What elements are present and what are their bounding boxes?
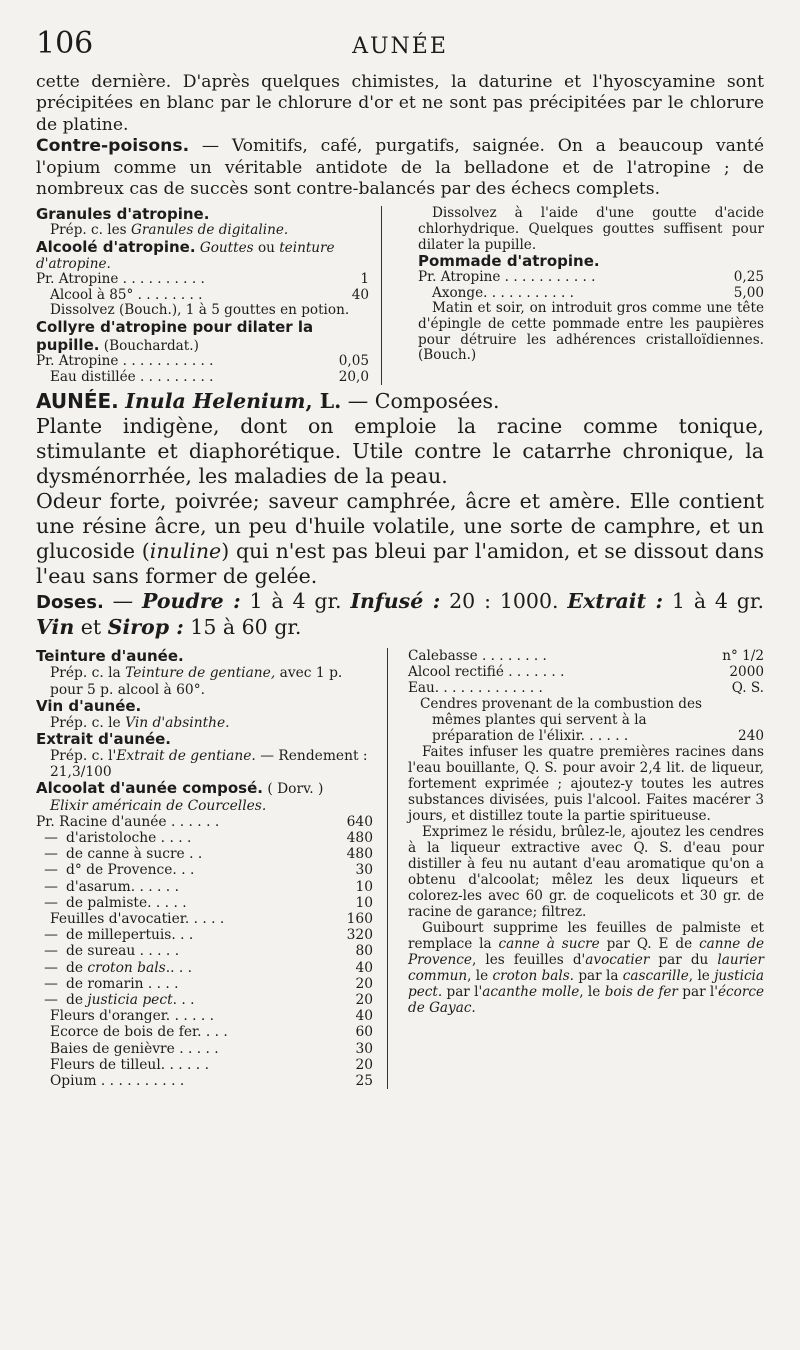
ingredient-label: Opium . . . . . . . . . . xyxy=(50,1073,185,1090)
ingredient-value: 480 xyxy=(346,846,373,863)
n: avocatier xyxy=(585,952,650,969)
rx-name: Eau. . . . . . . . . . . . . xyxy=(408,680,543,697)
ingredient-label: d'asarum. . . . . . xyxy=(66,878,179,895)
aunee-p1: Plante indigène, dont on emploie la racine comme tonique, stimulante et diaphorétique. Utile contre le catarrhe chronique, la dysménorrhée, les maladies de la peau. xyxy=(36,414,764,489)
ditto-dash: — xyxy=(44,943,58,960)
ingredient-name xyxy=(36,943,179,959)
vin-b: Vin d'absinthe. xyxy=(125,714,230,731)
n: écorce de Gayac. xyxy=(408,984,765,1017)
doses-a: — xyxy=(103,589,142,614)
ingredient-label: de millepertuis. . . xyxy=(66,927,194,944)
rx-line xyxy=(36,272,369,288)
elixir-ingredient-row xyxy=(36,1008,373,1024)
ingredient-name xyxy=(36,992,195,1008)
aunee-family: — Composées. xyxy=(341,389,500,414)
n: , le xyxy=(688,968,715,985)
doses-sirop: Sirop : xyxy=(107,615,184,640)
rx-name: Alcool à 85° . . . . . . . . xyxy=(50,286,203,303)
vin-prep xyxy=(36,715,373,731)
ditto-dash: — xyxy=(44,830,58,846)
doses-f: 15 à 60 gr. xyxy=(183,615,302,640)
ingredient-value: 20 xyxy=(355,992,373,1009)
ditto-dash: — xyxy=(44,959,58,976)
ditto-dash: — xyxy=(44,927,58,944)
ingredient-label: de canne à sucre . . xyxy=(66,846,203,863)
aunee-p2c: ) qui n'est pas bleui par l'amidon, et se dissout dans l'eau sans former de gelée. xyxy=(36,539,764,589)
extrait-b: Extrait de gentiane. xyxy=(116,747,256,764)
ingredient-label: Fleurs de tilleul. . . . . . xyxy=(50,1056,209,1073)
contre-poisons-paragraph xyxy=(36,136,764,200)
recipes-section-1 xyxy=(36,206,764,385)
page-number: 106 xyxy=(36,26,94,61)
ingredient-label: d'aristoloche . . . . xyxy=(66,830,192,846)
elixir-ingredients xyxy=(36,814,373,1089)
distillation-instructions: Exprimez le résidu, brûlez-le, ajoutez les cendres à la liqueur extractive avec Q. S. d'eau pour distiller à feu nu autant d'eau aromatique qu'on a obtenu d'alcoolat; mêlez les deux liqueurs et colorez-les avec 60 gr. de coquelicots et 30 gr. de racine de garance; filtrez. xyxy=(408,824,764,921)
ingredient-name xyxy=(36,976,179,992)
ingredient-label: Ecorce de bois de fer. . . . xyxy=(50,1024,228,1041)
right-column-1 xyxy=(414,206,764,385)
aunee-p2b: inuline xyxy=(149,539,222,564)
rx-line xyxy=(36,354,369,370)
elixir-ingredient-row xyxy=(36,830,373,846)
n: par l' xyxy=(442,984,483,1001)
ingredient-name xyxy=(36,1024,228,1040)
alcoolat-source: ( Dorv. ) xyxy=(262,781,324,798)
granules-prep xyxy=(36,223,369,239)
contre-poisons-label: Contre-poisons. xyxy=(36,136,190,157)
rx-value: 0,25 xyxy=(733,269,764,286)
elixir-ingredient-row xyxy=(36,846,373,862)
cendres-value: 240 xyxy=(738,728,764,745)
ingredient-name xyxy=(36,1073,184,1089)
ingredient-after: . . . xyxy=(172,992,195,1009)
teinture-c: avec 1 p. pour 5 p. alcool à 60°. xyxy=(50,665,343,698)
rx-line xyxy=(418,270,764,286)
ingredient-name xyxy=(36,927,193,943)
alcoole-sub-a: Gouttes xyxy=(195,240,254,257)
elixir-ingredient-row xyxy=(36,814,373,830)
collyre-title: Collyre d'atropine pour dilater la pupille. xyxy=(36,318,314,354)
n: par Q. E de xyxy=(599,936,700,953)
doses-infuse: Infusé : xyxy=(350,589,441,614)
doses-extrait: Extrait : xyxy=(567,589,664,614)
rx-name: Pr. Atropine . . . . . . . . . . . xyxy=(36,353,214,370)
rx-value: 2000 xyxy=(729,664,764,681)
rx-line xyxy=(36,288,369,304)
left-column-1 xyxy=(36,206,382,385)
aunee-latin: Inula Helenium xyxy=(125,389,306,414)
ingredient-italic: croton bals xyxy=(87,959,166,976)
rx-value: n° 1/2 xyxy=(722,648,764,665)
aunee-author: , L. xyxy=(305,389,342,414)
collyre-heading xyxy=(36,319,369,354)
n: bois de fer xyxy=(604,984,678,1001)
ingredient-label: de romarin . . . . xyxy=(66,975,179,992)
collyre-source: (Bouchardat.) xyxy=(99,337,199,354)
aunee-description xyxy=(36,414,764,489)
elixir-ingredient-row xyxy=(36,960,373,976)
teinture-title: Teinture d'aunée. xyxy=(36,647,184,666)
rx-line xyxy=(408,664,764,680)
ingredient-name xyxy=(36,911,224,927)
ingredient-value: 640 xyxy=(346,813,373,830)
ingredient-value: 30 xyxy=(355,1040,373,1057)
n: canne à sucre xyxy=(498,936,600,953)
ingredient-value: 40 xyxy=(355,1008,373,1025)
pommade-title: Pommade d'atropine. xyxy=(418,252,600,271)
ingredient-label: de sureau . . . . . xyxy=(66,943,180,960)
ditto-dash: — xyxy=(44,992,58,1009)
ingredient-label: d° de Provence. . . xyxy=(66,862,195,879)
rx-name: Eau distillée . . . . . . . . . xyxy=(50,368,214,385)
elixir-ingredient-row xyxy=(36,1073,373,1089)
guibourt-note xyxy=(408,920,764,1016)
rx-name: Pr. Atropine . . . . . . . . . . xyxy=(36,271,205,288)
recipes-section-2 xyxy=(36,648,764,1089)
ingredient-name xyxy=(36,830,191,846)
alcoolat-heading xyxy=(36,780,373,797)
ingredient-name xyxy=(36,1008,214,1024)
elixir-ingredient-row xyxy=(36,879,373,895)
rx-name: Axonge. . . . . . . . . . . xyxy=(432,284,574,301)
elixir-ingredient-row xyxy=(36,943,373,959)
ingredient-italic: justicia pect xyxy=(87,992,173,1009)
ingredient-label: Racine d'aunée . . . . . . xyxy=(59,813,220,830)
rx-name: Pr. Atropine . . . . . . . . . . . xyxy=(418,269,596,286)
extrait-title: Extrait d'aunée. xyxy=(36,729,171,748)
rx-value: Q. S. xyxy=(731,680,764,697)
alcoole-heading xyxy=(36,239,369,272)
ingredient-name xyxy=(36,960,192,976)
ingredient-label: de xyxy=(66,992,88,1009)
rx-name: Calebasse . . . . . . . . xyxy=(408,648,547,665)
granules-prep-text: Prép. c. les xyxy=(50,222,131,239)
rx-lead: Pr. xyxy=(36,813,60,830)
ingredient-value: 40 xyxy=(355,959,373,976)
vin-a: Prép. c. le xyxy=(50,714,126,731)
ditto-dash: — xyxy=(44,878,58,895)
doses-d: 1 à 4 gr. xyxy=(663,589,764,614)
ingredient-name xyxy=(36,1057,209,1073)
doses-poudre: Poudre : xyxy=(142,589,241,614)
elixir-ingredient-row xyxy=(36,992,373,1008)
doses-e: et xyxy=(74,615,108,640)
ingredient-value: 160 xyxy=(346,911,373,928)
ingredient-value: 10 xyxy=(355,878,373,895)
aunee-p2a: Odeur forte, poivrée; saveur camphrée, âcre et amère. Elle contient une résine âcre, un peu d'huile volatile, une sorte de camphre, et un glucoside ( xyxy=(36,489,764,564)
intro-paragraph xyxy=(36,72,764,136)
vin-title: Vin d'aunée. xyxy=(36,696,142,715)
n: croton bals. xyxy=(492,968,574,985)
running-head: AUNÉE xyxy=(352,34,448,59)
intro-text: cette dernière. D'après quelques chimistes, la daturine et l'hyoscyamine sont précipitées en blanc par le chlorure d'or et ne sont pas précipitées par le chlorure de platine. xyxy=(36,72,764,135)
n: canne de Provence xyxy=(408,936,765,969)
extrait-a: Prép. c. l' xyxy=(50,747,117,764)
ditto-dash: — xyxy=(44,894,58,911)
ingredient-value: 60 xyxy=(355,1024,373,1041)
ingredient-value: 320 xyxy=(346,927,373,944)
elixir-ingredient-row xyxy=(36,1041,373,1057)
ingredient-name xyxy=(36,846,202,862)
cendres-line xyxy=(408,696,764,744)
rx-value: 20,0 xyxy=(338,368,369,385)
ingredient-value: 10 xyxy=(355,894,373,911)
ingredient-label: Baies de genièvre . . . . . xyxy=(50,1040,219,1057)
elixir-ingredient-row xyxy=(36,895,373,911)
ingredient-name xyxy=(36,879,179,895)
cendres-text: Cendres provenant de la combustion des mêmes plantes qui servent à la préparation de l'élixir. . . . . . xyxy=(420,696,703,745)
page-header xyxy=(36,22,764,72)
n: acanthe molle xyxy=(482,984,580,1001)
alcoole-title: Alcoolé d'atropine. xyxy=(36,238,196,257)
doses-c: 20 : 1000. xyxy=(440,589,568,614)
left-column-2 xyxy=(36,648,388,1089)
rx-value: 1 xyxy=(360,271,369,288)
n: Guibourt supprime les feuilles de palmiste et remplace la xyxy=(408,920,764,953)
n: par du xyxy=(649,952,718,969)
elixir-ingredient-row xyxy=(36,1057,373,1073)
rx-line xyxy=(408,680,764,696)
ingredient-label: de xyxy=(66,959,88,976)
page xyxy=(36,22,764,1089)
elixir-ingredient-row xyxy=(36,1024,373,1040)
rx-line xyxy=(418,286,764,302)
matin-text: Matin et soir, on introduit gros comme une tête d'épingle de cette pommade entre les paupières pour détruire les adhérences cristalloïdiennes. (Bouch.) xyxy=(418,300,764,364)
right-column-2 xyxy=(408,648,764,1089)
elixir-name: Elixir américain de Courcelles. xyxy=(50,797,267,814)
ingredient-name xyxy=(36,895,187,911)
ingredient-after: .. . . xyxy=(165,959,193,976)
n: , les feuilles d' xyxy=(471,952,586,969)
n: , le xyxy=(579,984,605,1001)
rx-line xyxy=(36,370,369,386)
ingredient-value: 480 xyxy=(346,830,373,846)
ingredient-value: 20 xyxy=(355,975,373,992)
ditto-dash: — xyxy=(44,846,58,863)
teinture-a: Prép. c. la xyxy=(50,665,126,682)
rx-value: 0,05 xyxy=(338,353,369,370)
ingredient-value: 20 xyxy=(355,1056,373,1073)
doses-vin: Vin xyxy=(36,615,75,640)
granules-title: Granules d'atropine. xyxy=(36,205,210,224)
ingredient-value: 25 xyxy=(355,1073,373,1090)
n: par l' xyxy=(677,984,719,1001)
rx-line xyxy=(408,648,764,664)
ditto-dash: — xyxy=(44,862,58,879)
ingredient-value: 30 xyxy=(355,862,373,879)
teinture-prep xyxy=(36,665,373,697)
elixir-ingredient-row xyxy=(36,976,373,992)
rx-name: Alcool rectifié . . . . . . . xyxy=(408,664,565,681)
n: par la xyxy=(574,968,623,985)
ditto-dash: — xyxy=(44,975,58,992)
aunee-properties xyxy=(36,489,764,589)
extrait-c: — Rendement : 21,3/100 xyxy=(50,747,368,781)
elixir-ingredient-row xyxy=(36,911,373,927)
rx-value: 5,00 xyxy=(733,284,764,301)
n: , le xyxy=(467,968,493,985)
granules-prep-ref: Granules de digitaline. xyxy=(130,222,289,239)
dissolvez-text: Dissolvez (Bouch.), 1 à 5 gouttes en potion. xyxy=(50,302,350,319)
rx-value: 40 xyxy=(351,286,369,303)
doses-label: Doses. xyxy=(36,592,104,614)
ingredient-name xyxy=(36,862,194,878)
ingredient-label: de palmiste. . . . . xyxy=(66,894,187,911)
elixir-ingredient-row xyxy=(36,927,373,943)
n: laurier commun xyxy=(408,952,764,985)
ingredient-label: Fleurs d'oranger. . . . . . xyxy=(50,1008,215,1025)
aunee-doses xyxy=(36,589,764,640)
alcoole-sub-c: teinture d'atropine. xyxy=(36,240,335,272)
alcoole-sub-b: ou xyxy=(253,240,280,257)
n: cascarille xyxy=(622,968,689,985)
ingredient-name xyxy=(36,814,219,830)
infusion-instructions: Faites infuser les quatre premières racines dans l'eau bouillante, Q. S. pour avoir 2,4 lit. de liqueur, fortement exprimée ; ajoutez-y toutes les autres substances divisées, puis l'alcool. Faites macérer 3 jours, et distillez toute la partie spiritueuse. xyxy=(408,744,764,825)
ingredient-value: 80 xyxy=(355,943,373,960)
n: justicia pect. xyxy=(408,968,765,1001)
ingredient-label: Feuilles d'avocatier. . . . . xyxy=(50,911,225,928)
ingredient-name xyxy=(36,1041,219,1057)
extrait-prep xyxy=(36,748,373,780)
aunee-heading xyxy=(36,389,764,414)
doses-b: 1 à 4 gr. xyxy=(240,589,351,614)
contre-poisons-text: — Vomitifs, café, purgatifs, saignée. On a beaucoup vanté l'opium comme un véritable antidote de la belladone et de l'atropine ; de nombreux cas de succès sont contre-balancés par des échecs complets. xyxy=(36,136,764,200)
dissolvez-acide-text: Dissolvez à l'aide d'une goutte d'acide chlorhydrique. Quelques gouttes suffisent pour dilater la pupille. xyxy=(418,205,764,253)
teinture-b: Teinture de gentiane, xyxy=(125,665,276,682)
elixir-ingredient-row xyxy=(36,862,373,878)
alcoolat-title: Alcoolat d'aunée composé. xyxy=(36,779,263,798)
aunee-title: AUNÉE. xyxy=(36,389,119,414)
